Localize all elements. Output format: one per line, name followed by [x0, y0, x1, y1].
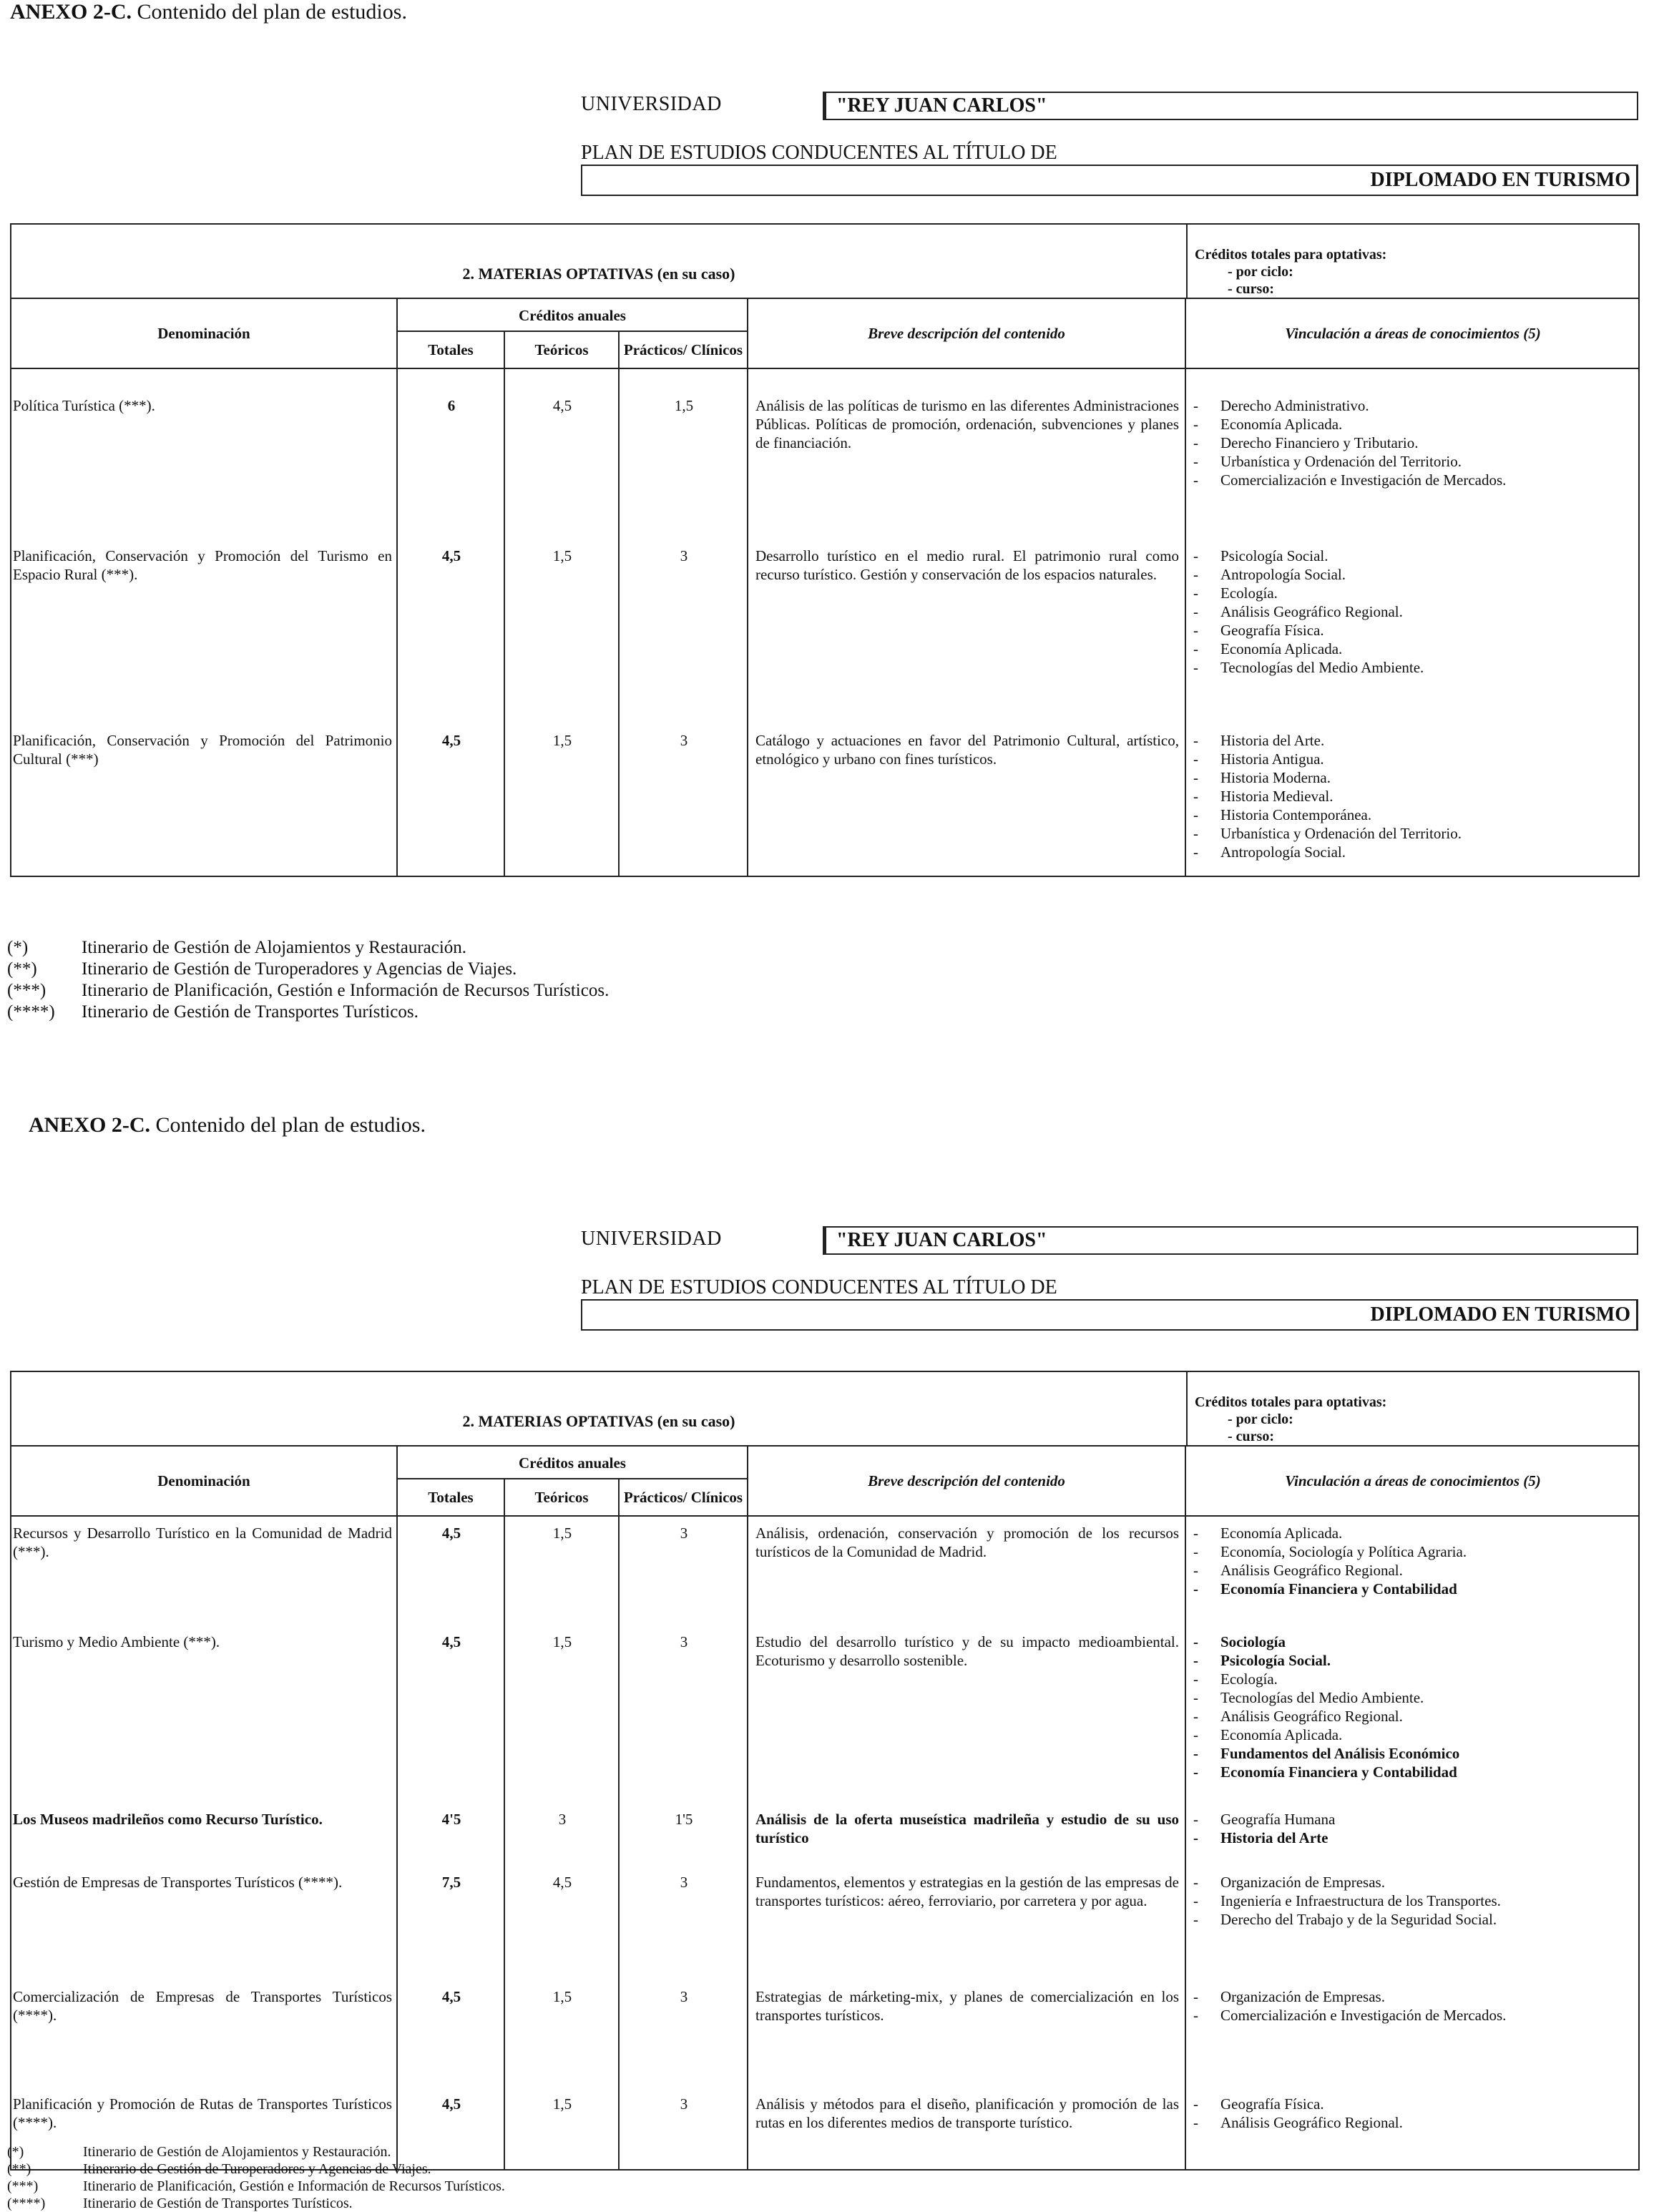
universidad-label: UNIVERSIDAD — [581, 1228, 722, 1250]
col-vinculacion: Vinculación a áreas de conocimientos (5) — [1285, 324, 1541, 342]
col-descripcion: Breve descripción del contenido — [748, 1447, 1186, 1515]
area-item: - Comercialización e Investigación de Mercados. — [1192, 2006, 1635, 2025]
row-descripcion: Estudio del desarrollo turístico y de su impacto medioambiental. Ecoturismo y desarrollo sostenible. — [755, 1633, 1179, 1669]
area-item: - Urbanística y Ordenación del Territorio. — [1192, 824, 1635, 843]
row-descripcion: Análisis de la oferta museística madrileña y estudio de su uso turístico — [755, 1811, 1179, 1846]
footnote-text: Itinerario de Gestión de Alojamientos y Restauración. — [83, 2144, 391, 2160]
area-item: - Análisis Geográfico Regional. — [1192, 2113, 1635, 2132]
column-divider — [504, 369, 505, 876]
area-item: - Análisis Geográfico Regional. — [1192, 602, 1635, 621]
table-title: 2. MATERIAS OPTATIVAS (en su caso) — [462, 1412, 735, 1430]
area-item: - Derecho Administrativo. — [1192, 396, 1635, 415]
footnote — [7, 2143, 505, 2160]
col-totales: Totales — [398, 332, 505, 368]
column-divider — [396, 369, 398, 876]
col-descripcion: Breve descripción del contenido — [748, 299, 1186, 368]
column-divider — [1185, 1517, 1186, 2169]
titulo-box — [581, 1299, 1638, 1331]
row-totales: 6 — [447, 397, 456, 414]
optativas-table — [10, 1371, 1640, 2171]
footnote-text: Itinerario de Gestión de Transportes Turísticos. — [82, 1002, 419, 1022]
row-denominacion: Planificación y Promoción de Rutas de Transportes Turísticos (****). — [13, 2095, 392, 2131]
anexo-text: Contenido del plan de estudios. — [132, 0, 407, 24]
footnote-mark: (***) — [7, 981, 47, 1000]
row-teoricos: 1,5 — [552, 1525, 572, 1542]
col-vinculacion: Vinculación a áreas de conocimientos (5) — [1285, 1472, 1541, 1489]
area-item: - Ecología. — [1192, 1670, 1635, 1688]
row-totales: 4,5 — [441, 2095, 461, 2113]
row-denominacion: Gestión de Empresas de Transportes Turísticos (****). — [13, 1874, 343, 1891]
area-item: - Tecnologías del Medio Ambiente. — [1192, 1688, 1635, 1707]
creditos-totales — [1186, 225, 1640, 298]
creditos-title: Créditos totales para optativas: — [1195, 1394, 1387, 1410]
footnote — [7, 980, 609, 1002]
page-1 — [0, 0, 1654, 1070]
area-item: - Urbanística y Ordenación del Territorio. — [1192, 452, 1635, 471]
row-teoricos: 3 — [558, 1811, 567, 1828]
col-teoricos: Teóricos — [505, 332, 620, 368]
universidad-name: "REY JUAN CARLOS" — [823, 92, 1638, 120]
footnote-mark: (***) — [7, 2178, 39, 2194]
row-descripcion: Fundamentos, elementos y estrategias en la gestión de las empresas de transportes turísticos: aéreo, ferroviario, por carretera y por agua. — [755, 1874, 1179, 1909]
area-item: - Economía Aplicada. — [1192, 1524, 1635, 1542]
area-item: - Historia Moderna. — [1192, 768, 1635, 787]
col-denominacion: Denominación — [11, 1447, 398, 1515]
col-creditos — [398, 1447, 748, 1515]
por-ciclo: - por ciclo: — [1228, 264, 1293, 280]
area-item: - Economía Aplicada. — [1192, 415, 1635, 434]
plan-label: PLAN DE ESTUDIOS CONDUCENTES AL TÍTULO DE — [581, 1276, 1057, 1298]
area-item: - Geografía Física. — [1192, 621, 1635, 640]
universidad-name: "REY JUAN CARLOS" — [823, 1226, 1638, 1255]
anexo-heading — [29, 1113, 426, 1137]
area-item: - Historia Medieval. — [1192, 787, 1635, 806]
row-teoricos: 1,5 — [552, 1988, 572, 2005]
area-item: - Economía Aplicada. — [1192, 640, 1635, 658]
column-divider — [396, 1517, 398, 2169]
row-practicos: 3 — [680, 1525, 688, 1542]
area-item: - Organización de Empresas. — [1192, 1987, 1635, 2006]
anexo-label: ANEXO 2-C. — [10, 0, 132, 24]
footnote-mark: (****) — [7, 1002, 55, 1022]
row-descripcion: Catálogo y actuaciones en favor del Patrimonio Cultural, artístico, etnológico y urbano con fines turísticos. — [755, 732, 1179, 768]
row-vinculacion — [1192, 1873, 1635, 1929]
row-denominacion: Planificación, Conservación y Promoción del Turismo en Espacio Rural (***). — [13, 547, 392, 583]
footnote-mark: (*) — [7, 938, 29, 957]
row-descripcion: Desarrollo turístico en el medio rural. El patrimonio rural como recurso turístico. Gestión y conservación de los espacios naturales. — [755, 547, 1179, 583]
area-item: - Geografía Física. — [1192, 2095, 1635, 2113]
footnote — [7, 2195, 505, 2212]
area-item: - Sociología — [1192, 1633, 1635, 1651]
row-teoricos: 1,5 — [552, 2095, 572, 2113]
row-denominacion: Comercialización de Empresas de Transportes Turísticos (****). — [13, 1988, 392, 2024]
area-item: - Organización de Empresas. — [1192, 1873, 1635, 1892]
col-practicos: Prácticos/ Clínicos — [623, 341, 743, 358]
col-creditos — [398, 299, 748, 368]
area-item: - Historia Contemporánea. — [1192, 806, 1635, 824]
area-item: - Historia Antigua. — [1192, 750, 1635, 768]
row-practicos: 1,5 — [674, 397, 694, 414]
footnote — [7, 1002, 609, 1023]
row-descripcion: Análisis y métodos para el diseño, planificación y promoción de las rutas en los diferentes medios de transporte turístico. — [755, 2095, 1179, 2131]
titulo: DIPLOMADO EN TURISMO — [1370, 1303, 1630, 1326]
row-totales: 4,5 — [441, 1988, 461, 2005]
col-totales: Totales — [398, 1479, 505, 1515]
row-denominacion: Los Museos madrileños como Recurso Turístico. — [13, 1811, 323, 1828]
curso: - curso: — [1228, 1429, 1274, 1444]
row-practicos: 3 — [680, 2095, 688, 2113]
footnote-text: Itinerario de Planificación, Gestión e Información de Recursos Turísticos. — [83, 2178, 505, 2194]
footnotes — [7, 937, 609, 1023]
footnote-mark: (**) — [7, 959, 37, 979]
anexo-text: Contenido del plan de estudios. — [150, 1113, 426, 1137]
area-item: - Historia del Arte. — [1192, 731, 1635, 750]
footnotes — [7, 2143, 505, 2212]
row-practicos: 3 — [680, 732, 688, 749]
page-2 — [0, 1102, 1654, 2211]
optativas-table — [10, 223, 1640, 877]
footnote — [7, 937, 609, 959]
row-vinculacion — [1192, 396, 1635, 489]
footnote-text: Itinerario de Planificación, Gestión e Información de Recursos Turísticos. — [82, 981, 610, 1000]
area-item: - Tecnologías del Medio Ambiente. — [1192, 658, 1635, 677]
row-vinculacion — [1192, 1987, 1635, 2025]
area-item: - Análisis Geográfico Regional. — [1192, 1707, 1635, 1726]
area-item: - Análisis Geográfico Regional. — [1192, 1561, 1635, 1580]
column-headers — [11, 299, 1638, 369]
column-divider — [618, 1517, 620, 2169]
row-descripcion: Análisis de las políticas de turismo en las diferentes Administraciones Públicas. Políticas de promoción, ordenación, subvenciones y planes de financiación. — [755, 397, 1179, 451]
area-item: - Ecología. — [1192, 584, 1635, 602]
creditos-totales — [1186, 1372, 1640, 1445]
row-teoricos: 1,5 — [552, 547, 572, 564]
col-creditos-title: Créditos anuales — [398, 1447, 747, 1479]
creditos-title: Créditos totales para optativas: — [1195, 247, 1387, 263]
footnote-text: Itinerario de Gestión de Turoperadores y Agencias de Viajes. — [83, 2161, 431, 2177]
row-vinculacion — [1192, 731, 1635, 861]
row-practicos: 3 — [680, 1633, 688, 1650]
area-item: - Fundamentos del Análisis Económico — [1192, 1744, 1635, 1763]
row-teoricos: 1,5 — [552, 732, 572, 749]
column-divider — [1185, 369, 1186, 876]
footnote-mark: (**) — [7, 2161, 31, 2177]
row-descripcion: Estrategias de márketing-mix, y planes de comercialización en los transportes turísticos. — [755, 1988, 1179, 2024]
curso: - curso: — [1228, 281, 1274, 297]
area-item: - Economía, Sociología y Política Agraria. — [1192, 1542, 1635, 1561]
row-totales: 4,5 — [441, 1633, 461, 1650]
row-totales: 4,5 — [441, 547, 461, 564]
footnote-text: Itinerario de Gestión de Turoperadores y Agencias de Viajes. — [82, 959, 517, 979]
por-ciclo: - por ciclo: — [1228, 1411, 1293, 1427]
area-item: - Derecho Financiero y Tributario. — [1192, 434, 1635, 452]
area-item: - Antropología Social. — [1192, 843, 1635, 861]
row-teoricos: 4,5 — [552, 397, 572, 414]
row-vinculacion — [1192, 1633, 1635, 1781]
area-item: - Derecho del Trabajo y de la Seguridad Social. — [1192, 1910, 1635, 1929]
titulo-box — [581, 165, 1638, 196]
footnote-text: Itinerario de Gestión de Transportes Turísticos. — [83, 2196, 353, 2211]
area-item: - Psicología Social. — [1192, 1651, 1635, 1670]
row-teoricos: 4,5 — [552, 1874, 572, 1891]
row-descripcion: Análisis, ordenación, conservación y promoción de los recursos turísticos de la Comunidad de Madrid. — [755, 1525, 1179, 1560]
footnote-mark: (*) — [7, 2144, 24, 2160]
footnote-mark: (****) — [7, 2196, 46, 2211]
table-header — [11, 1372, 1638, 1447]
area-item: - Geografía Humana — [1192, 1810, 1635, 1829]
row-teoricos: 1,5 — [552, 1633, 572, 1650]
column-divider — [618, 369, 620, 876]
area-item: - Economía Financiera y Contabilidad — [1192, 1580, 1635, 1598]
footnote-text: Itinerario de Gestión de Alojamientos y Restauración. — [82, 938, 467, 957]
footnote — [7, 959, 609, 980]
footnote — [7, 2160, 505, 2178]
col-denominacion: Denominación — [11, 299, 398, 368]
row-vinculacion — [1192, 1524, 1635, 1598]
row-practicos: 3 — [680, 547, 688, 564]
row-denominacion: Recursos y Desarrollo Turístico en la Comunidad de Madrid (***). — [13, 1525, 392, 1560]
row-vinculacion — [1192, 1810, 1635, 1847]
area-item: - Ingeniería e Infraestructura de los Transportes. — [1192, 1892, 1635, 1910]
plan-label: PLAN DE ESTUDIOS CONDUCENTES AL TÍTULO DE — [581, 142, 1057, 164]
column-divider — [747, 369, 748, 876]
row-totales: 4,5 — [441, 1525, 461, 1542]
row-denominacion: Planificación, Conservación y Promoción del Patrimonio Cultural (***) — [13, 732, 392, 768]
titulo: DIPLOMADO EN TURISMO — [1370, 169, 1630, 191]
table-header — [11, 225, 1638, 299]
footnote — [7, 2178, 505, 2195]
row-totales: 4,5 — [441, 732, 461, 749]
table-title: 2. MATERIAS OPTATIVAS (en su caso) — [462, 265, 735, 283]
area-item: - Historia del Arte — [1192, 1829, 1635, 1847]
column-divider — [504, 1517, 505, 2169]
universidad-label: UNIVERSIDAD — [581, 93, 722, 115]
row-vinculacion — [1192, 2095, 1635, 2132]
row-practicos: 3 — [680, 1874, 688, 1891]
area-item: - Psicología Social. — [1192, 547, 1635, 565]
row-totales: 7,5 — [441, 1874, 461, 1891]
area-item: - Antropología Social. — [1192, 565, 1635, 584]
area-item: - Comercialización e Investigación de Mercados. — [1192, 471, 1635, 489]
area-item: - Economía Aplicada. — [1192, 1726, 1635, 1744]
anexo-label: ANEXO 2-C. — [29, 1113, 150, 1137]
col-practicos: Prácticos/ Clínicos — [623, 1489, 743, 1506]
row-practicos: 3 — [680, 1988, 688, 2005]
row-denominacion: Política Turística (***). — [13, 397, 155, 414]
anexo-heading — [10, 0, 407, 24]
row-practicos: 1'5 — [675, 1811, 693, 1828]
row-denominacion: Turismo y Medio Ambiente (***). — [13, 1633, 220, 1650]
col-creditos-title: Créditos anuales — [398, 299, 747, 332]
column-divider — [747, 1517, 748, 2169]
area-item: - Economía Financiera y Contabilidad — [1192, 1763, 1635, 1781]
row-vinculacion — [1192, 547, 1635, 677]
row-totales: 4'5 — [441, 1811, 461, 1828]
column-headers — [11, 1447, 1638, 1517]
col-teoricos: Teóricos — [505, 1479, 620, 1515]
